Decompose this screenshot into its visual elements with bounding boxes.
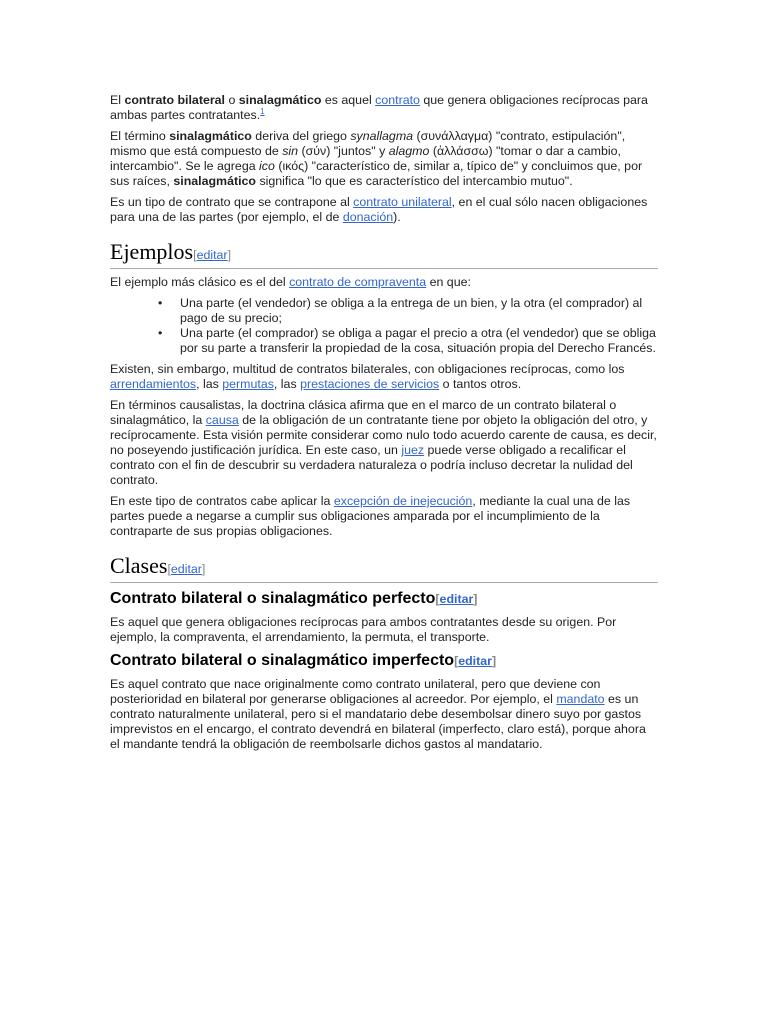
heading-text: Ejemplos — [110, 239, 194, 264]
text: en que: — [426, 275, 471, 289]
italic-term: synallagma — [350, 129, 414, 143]
text: En este tipo de contratos cabe aplicar la — [110, 494, 334, 508]
article-body — [110, 93, 658, 758]
bracket: [ — [435, 592, 440, 606]
ejemplos-paragraph-1 — [110, 275, 658, 290]
section-heading-ejemplos — [110, 239, 658, 269]
subsection-heading-imperfecto — [110, 651, 658, 671]
link-contrato-unilateral[interactable]: contrato unilateral — [353, 195, 452, 209]
text: deriva del griego — [251, 129, 351, 143]
heading-text: Contrato bilateral o sinalagmático imperfecto — [110, 652, 455, 669]
text: de la obligación de un contratante tiene por objeto la obligación del otro, y recíprocamente. Esta visión permite considerar como nulo todo acuerdo carente de causa, es decir, no poseyendo justificación jurídica. En este caso, un — [110, 413, 657, 457]
bracket: ] — [227, 248, 232, 262]
link-permutas[interactable]: permutas — [222, 377, 274, 391]
intro-paragraph-1 — [110, 93, 658, 123]
bold-term: sinalagmático — [169, 129, 252, 143]
section-heading-clases — [110, 553, 658, 583]
text: En términos causalistas, la doctrina clásica afirma que en el marco de un contrato bilateral o sinalagmático, la — [110, 398, 617, 427]
link-excepcion-de-inejecucion[interactable]: excepción de inejecución — [333, 494, 473, 508]
ejemplos-paragraph-2 — [110, 362, 658, 392]
text: , las — [273, 377, 301, 391]
link-causa[interactable]: causa — [205, 413, 239, 427]
text: , en el cual sólo nacen obligaciones para una de las partes (por ejemplo, el de — [110, 195, 648, 224]
text: , las — [196, 377, 223, 391]
list-item-text: Una parte (el vendedor) se obliga a la entrega de un bien, y la otra (el comprador) al pago de su precio; — [180, 296, 643, 325]
edit-link-perfecto[interactable]: editar — [439, 592, 474, 606]
text: ). — [393, 210, 401, 224]
link-contrato-de-compraventa[interactable]: contrato de compraventa — [289, 275, 427, 289]
italic-term: alagmo — [388, 144, 430, 158]
heading-text: Contrato bilateral o sinalagmático perfecto — [110, 590, 436, 607]
perfecto-paragraph: Es aquel que genera obligaciones recíprocas para ambos contratantes desde su origen. Por ejemplo, la compraventa, el arrendamiento, la permuta, el transporte. — [110, 615, 617, 644]
link-donacion[interactable]: donación — [342, 210, 394, 224]
bracket: ] — [491, 654, 497, 668]
text: puede verse obligado a recalificar el contrato con el fin de descubrir su verdadera naturaleza o podría incluso decretar la nulidad del contrato. — [110, 443, 633, 487]
text: es un contrato naturalmente unilateral, pero si el mandatario debe desembolsar dinero suyo por gastos imprevistos en el encargo, el contrato devendrá en bilateral (imperfecto, claro está), porque ahora el mandante tendrá la obligación de reembolsarle dichos gastos al mandatario. — [110, 692, 646, 751]
edit-section — [167, 562, 205, 576]
text: El — [110, 93, 125, 107]
link-contrato[interactable]: contrato — [375, 93, 420, 107]
link-mandato[interactable]: mandato — [556, 692, 605, 706]
edit-section — [435, 592, 477, 606]
text: que genera obligaciones recíprocas para ambas partes contratantes. — [110, 93, 648, 122]
reference-link[interactable]: 1 — [260, 106, 265, 116]
text: (ἀλλάσσω) "tomar o dar a cambio, intercambio". Se le agrega — [110, 144, 621, 173]
list-item — [158, 326, 658, 356]
subsection-heading-perfecto — [110, 589, 658, 609]
text: Existen, sin embargo, multitud de contratos bilaterales, con obligaciones recíprocas, como los — [110, 362, 625, 376]
edit-link-imperfecto[interactable]: editar — [458, 654, 492, 668]
text: El término — [110, 129, 170, 143]
bold-term: sinalagmático — [238, 93, 322, 107]
bold-term: contrato bilateral — [124, 93, 225, 107]
bracket: ] — [473, 592, 478, 606]
bullet-icon: • — [158, 326, 163, 340]
bullet-icon: • — [158, 296, 163, 310]
text: es aquel — [321, 93, 376, 107]
edit-section — [454, 654, 496, 668]
bracket: [ — [193, 248, 197, 262]
link-prestaciones-de-servicios[interactable]: prestaciones de servicios — [300, 377, 440, 391]
edit-section — [193, 248, 231, 262]
text: El ejemplo más clásico es el del — [110, 275, 290, 289]
bracket: ] — [201, 562, 206, 576]
intro-paragraph-2 — [110, 129, 658, 189]
italic-term: sin — [282, 144, 299, 158]
bold-term: sinalagmático — [173, 174, 256, 188]
text: (σύν) "juntos" y — [298, 144, 389, 158]
bracket: [ — [167, 562, 171, 576]
heading-text: Clases — [110, 553, 168, 578]
text: , mediante la cual una de las partes puede a negarse a cumplir sus obligaciones amparada por el incumplimiento de la contraparte de sus propias obligaciones. — [110, 494, 631, 538]
text: (συνάλλαγμα) "contrato, estipulación", mismo que está compuesto de — [110, 129, 626, 158]
text: Es un tipo de contrato que se contrapone al — [110, 195, 354, 209]
text: o — [225, 93, 239, 107]
link-juez[interactable]: juez — [401, 443, 425, 457]
italic-term: ico — [259, 159, 275, 173]
imperfecto-paragraph — [110, 677, 658, 752]
text: Es aquel contrato que nace originalmente como contrato unilateral, pero que deviene con posterioridad en bilateral por generarse obligaciones al acreedor. Por ejemplo, el — [110, 677, 601, 706]
text: o tantos otros. — [439, 377, 522, 391]
edit-link-clases[interactable]: editar — [170, 562, 202, 576]
link-arrendamientos[interactable]: arrendamientos — [110, 377, 197, 391]
text: (ικός) "característico de, similar a, típico de" y concluimos que, por sus raíces, — [110, 159, 643, 188]
list-item-text: Una parte (el comprador) se obliga a pagar el precio a otra (el vendedor) que se obliga por su parte a transferir la propiedad de la cosa, situación propia del Derecho Francés. — [180, 326, 656, 355]
bracket: [ — [454, 654, 459, 668]
intro-paragraph-3 — [110, 195, 658, 225]
list-item — [158, 296, 658, 326]
ejemplos-paragraph-3 — [110, 398, 658, 488]
ejemplos-list — [110, 296, 658, 356]
text: significa "lo que es característico del intercambio mutuo". — [256, 174, 573, 188]
edit-link-ejemplos[interactable]: editar — [196, 248, 228, 262]
ejemplos-paragraph-4 — [110, 494, 658, 539]
